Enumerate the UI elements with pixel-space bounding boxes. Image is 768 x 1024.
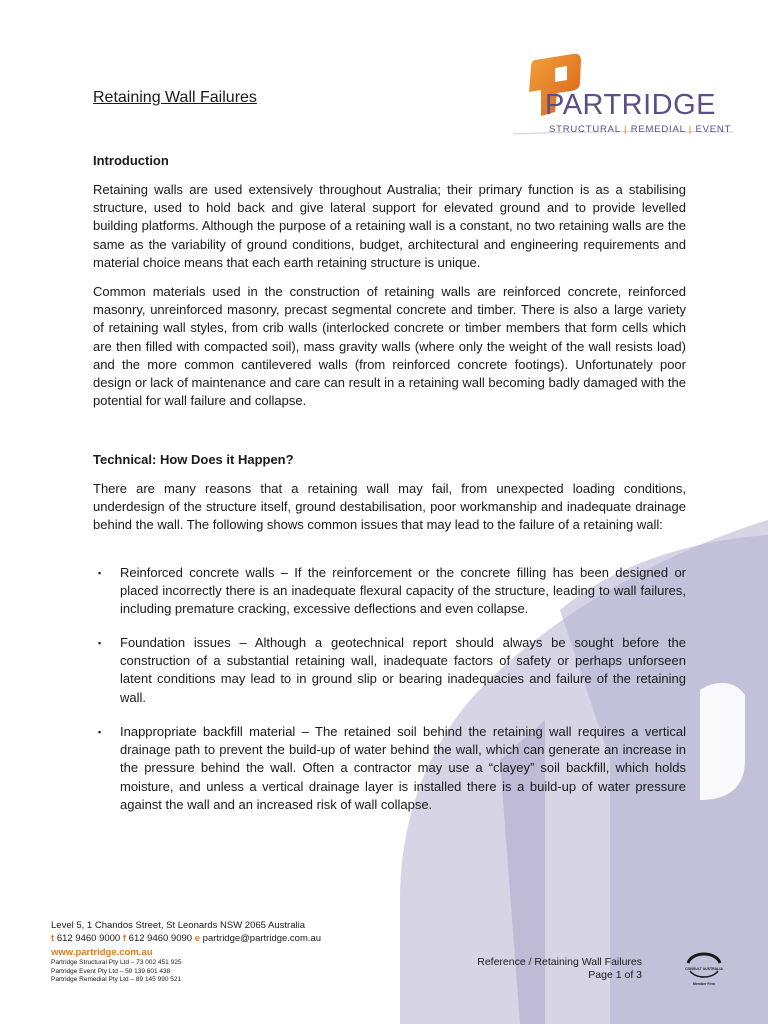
consult-member-label: Member Firm: [693, 982, 715, 986]
introduction-paragraph-2: Common materials used in the construction of retaining walls are reinforced concrete, reinforced masonry, unreinforced masonry, precast segmental concrete and timber. There is also a large variety of retaining wall styles, from crib walls (interlocked concrete or timber members that form cells which are then filled with compacted soil), mass gravity walls (where only the weight of the wall resists load) and the more common cantilevered walls (from reinforced concrete footings). Unfortunately poor design or lack of maintenance and care can result in a retaining wall becoming badly damaged with the potential for wall failure and collapse.: [93, 284, 686, 409]
phone-number: 612 9460 9000: [56, 933, 121, 944]
logo-tag-structural: STRUCTURAL: [549, 124, 621, 135]
footer-contact: [51, 919, 321, 985]
logo-tag-event: EVENT: [695, 124, 732, 135]
logo-tagline: [549, 124, 731, 135]
consult-logo-label: [678, 967, 730, 987]
footer-phone-line: [51, 932, 321, 945]
introduction-heading: Introduction: [93, 153, 169, 168]
fax-label: f: [122, 933, 127, 944]
introduction-paragraph-1: Retaining walls are used extensively throughout Australia; their primary function is as a stabilising structure, used to hold back and give lateral support for elevated ground and to provide levelled building platforms. Although the purpose of a retaining wall is a constant, no two retaining walls are the same as the variability of ground conditions, budget, architectural and engineering requirements and material choice means that each earth retaining structure is unique.: [93, 182, 686, 270]
list-item: [98, 564, 686, 619]
entity-line: Partridge Event Pty Ltd – 50 139 601 438: [51, 967, 171, 975]
list-item: [98, 634, 686, 707]
technical-heading: Technical: How Does it Happen?: [93, 452, 294, 467]
bullet-marker: ▪: [98, 568, 102, 578]
logo-tag-separator: |: [623, 124, 628, 135]
list-item-text: Inappropriate backfill material – The retained soil behind the retaining wall requires a vertical drainage path to prevent the build-up of water behind the wall, which can generate an increase in the pressure behind the wall. Often a contractor may use a “clayey” soil backfill, which holds moisture, and unless a vertical drainage layer is installed there is a build-up of water pressure against the wall and an increased risk of wall collapse.: [120, 724, 686, 812]
email-label: e: [194, 933, 201, 944]
fax-number: 612 9460 9090: [128, 933, 193, 944]
footer-reference: [440, 956, 642, 982]
document-title: Retaining Wall Failures: [93, 89, 257, 106]
consult-logo-name: CONSULT AUSTRALIA: [685, 967, 723, 971]
logo-wordmark: PARTRIDGE: [545, 89, 717, 121]
email-link[interactable]: partridge@partridge.com.au: [202, 933, 322, 944]
reference-text: Reference / Retaining Wall Failures: [477, 956, 642, 968]
phone-label: t: [51, 933, 55, 944]
list-item-text: Reinforced concrete walls – If the reinforcement or the concrete filling has been designed or placed incorrectly there is an inadequate flexural capacity of the structure, leading to wall failures, including premature cracking, excessive deflections and even collapse.: [120, 565, 686, 617]
bullet-marker: ▪: [98, 638, 102, 648]
logo-tag-remedial: REMEDIAL: [630, 124, 686, 135]
list-item: [98, 723, 686, 814]
page-number: Page 1 of 3: [588, 969, 642, 981]
entity-line: Partridge Remedial Pty Ltd – 89 145 990 521: [51, 976, 182, 983]
bullet-marker: ▪: [98, 727, 102, 737]
footer-address: Level 5, 1 Chandos Street, St Leonards NSW 2065 Australia: [51, 920, 306, 931]
website-link[interactable]: www.partridge.com.au: [51, 947, 153, 958]
list-item-text: Foundation issues – Although a geotechnical report should always be sought before the construction of a substantial retaining wall, inadequate factors of safety or perhaps unforseen latent conditions may lead to in ground slip or bearing inadequacies and failure of the retaining wall.: [120, 635, 686, 705]
technical-paragraph: There are many reasons that a retaining wall may fail, from unexpected loading conditions, underdesign of the structure itself, ground destabilisation, poor workmanship and inadequate drainage behind the wall. The following shows common issues that may lead to the failure of a retaining wall:: [93, 481, 686, 533]
entity-line: Partridge Structural Pty Ltd – 73 002 451 925: [51, 959, 182, 966]
logo-tag-separator: |: [688, 124, 693, 135]
